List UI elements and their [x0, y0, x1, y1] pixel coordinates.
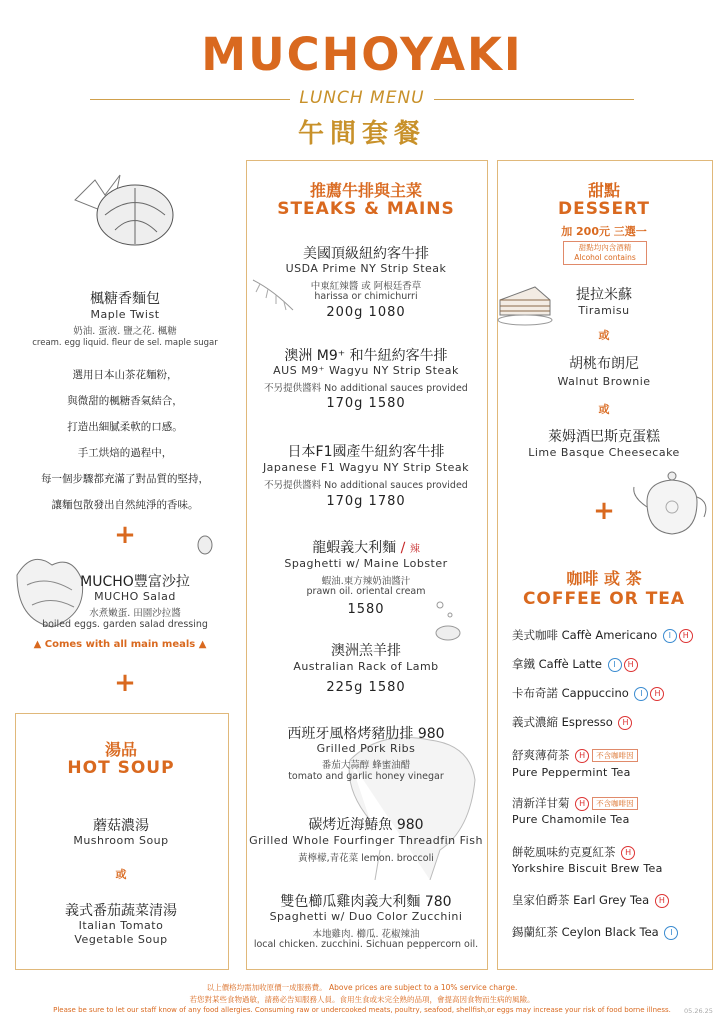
dessert-price-note: 加 200元 三選一 — [561, 225, 647, 238]
mains-title-en: STEAKS & MAINS — [277, 199, 455, 219]
salad-ingredients-zh: 水煮嫩蛋. 田園沙拉醬 — [89, 608, 181, 619]
mains-title-zh: 推薦牛排與主菜 — [309, 181, 422, 200]
spicy-label: 辣 — [409, 544, 420, 555]
dessert-item-zh: 提拉米蘇 — [576, 287, 632, 303]
bread-desc-line: 選用日本山茶花麵粉， — [72, 369, 178, 381]
main-item-price: 200g 1080 — [326, 305, 406, 320]
drink-name-zh: 卡布奇諾 — [512, 686, 558, 700]
salad-name-en: MUCHO Salad — [94, 590, 176, 603]
bread-illustration — [65, 160, 175, 250]
hot-icon: H — [650, 687, 664, 701]
bread-desc-line: 與微甜的楓糖香氣結合， — [67, 395, 183, 407]
main-item-en: Australian Rack of Lamb — [293, 660, 439, 673]
drink-item — [512, 844, 635, 860]
main-item-desc: 番茄大蒜醇 蜂蜜油醋 — [321, 760, 411, 771]
main-item-zh: 澳洲羔羊排 — [331, 643, 401, 659]
caffeine-free-tag: 不含咖啡因 — [592, 749, 638, 762]
bread-ingredients-en: cream. egg liquid. fleur de sel. maple sugar — [32, 338, 218, 348]
brand-title: MUCHOYAKI — [201, 28, 523, 81]
dessert-item-zh: 胡桃布朗尼 — [569, 356, 639, 372]
hot-icon: H — [679, 629, 693, 643]
bread-description — [20, 362, 230, 518]
main-item-zh: 雙色櫛瓜雞肉義大利麵 780 — [280, 894, 452, 910]
drink-name-en: Ceylon Black Tea — [561, 925, 659, 939]
main-item-en: Spaghetti w/ Duo Color Zucchini — [269, 910, 463, 923]
drinks-title-en: COFFEE OR TEA — [522, 589, 686, 609]
drink-name-zh: 清新洋甘菊 — [512, 796, 570, 810]
menu-title-en: LUNCH MENU — [299, 88, 425, 108]
drink-name-en: Pure Peppermint Tea — [512, 766, 631, 779]
footer-allergy-en: Please be sure to let our staff know of any food allergies. Consuming raw or undercooked meats, poultry, seafood, shellfish,or eggs may increase your risk of food borne illness. — [53, 1006, 671, 1014]
main-item-en: Japanese F1 Wagyu NY Strip Steak — [262, 461, 470, 474]
main-item-en: Grilled Pork Ribs — [316, 742, 416, 755]
salad-note: ▲ Comes with all main meals ▲ — [33, 639, 207, 650]
drink-name-zh: 餅乾風味約克夏紅茶 — [512, 845, 616, 859]
dessert-or: 或 — [598, 329, 610, 342]
drink-item — [512, 685, 664, 701]
dessert-item-en: Lime Basque Cheesecake — [528, 446, 680, 459]
main-item-en: Spaghetti w/ Maine Lobster — [284, 557, 448, 570]
drink-name-zh: 皇家伯爵茶 — [512, 893, 570, 907]
main-item-desc: 中東紅辣醬 或 阿根廷香草 — [310, 281, 422, 292]
soup-item-zh: 蘑菇濃湯 — [93, 818, 149, 834]
olive-icon — [190, 530, 220, 560]
drink-name-zh: 義式濃縮 — [512, 715, 558, 729]
hot-icon: H — [575, 749, 589, 763]
alcohol-note-en: Alcohol contains — [574, 253, 636, 262]
bread-desc-line: 打造出細膩柔軟的口感。 — [67, 421, 183, 433]
main-item-desc-en: tomato and garlic honey vinegar — [288, 771, 444, 782]
print-code: 05.26.25 — [684, 1007, 713, 1015]
soup-item-zh: 義式番茄蔬菜清湯 — [65, 903, 177, 919]
drink-name-en: Caffè Americano — [561, 628, 658, 642]
main-item-zh — [246, 537, 486, 557]
bread-name-zh: 楓糖香麵包 — [90, 291, 160, 307]
salad-name-zh: MUCHO豐富沙拉 — [80, 574, 190, 590]
soup-item-en: Italian Tomato — [78, 919, 164, 932]
dessert-title-en: DESSERT — [558, 199, 650, 219]
drink-item — [512, 714, 632, 730]
bread-desc-line: 讓麵包散發出自然純淨的香味。 — [51, 499, 199, 511]
dessert-item-zh: 萊姆酒巴斯克蛋糕 — [548, 429, 660, 445]
soup-item-en: Mushroom Soup — [73, 834, 169, 847]
drinks-title-zh: 咖啡 或 茶 — [566, 569, 642, 588]
soup-title-zh: 湯品 — [104, 740, 137, 759]
salad-ingredients-en: boiled eggs. garden salad dressing — [42, 619, 208, 630]
main-item-desc-en: local chicken. zucchini. Sichuan peppercorn oil. — [253, 939, 479, 950]
caffeine-free-tag: 不含咖啡因 — [592, 797, 638, 810]
iced-icon: I — [664, 926, 678, 940]
drink-item — [512, 892, 669, 908]
drink-name-en: Yorkshire Biscuit Brew Tea — [512, 862, 663, 875]
main-item-price: 1580 — [347, 602, 385, 617]
main-item-zh: 美國頂級紐約客牛排 — [303, 246, 429, 262]
main-item-desc: 不另提供醬料 No additional sauces provided — [264, 383, 468, 394]
drink-name-zh: 拿鐵 — [512, 657, 535, 671]
footer-allergy-zh: 若您對某些食物過敏，請務必告知服務人員。食用生食或未完全熟的品項，會提高因食物而生病的風險。 — [189, 995, 535, 1004]
main-item-en: AUS M9⁺ Wagyu NY Strip Steak — [273, 364, 459, 377]
dessert-or: 或 — [598, 403, 610, 416]
dessert-item-en: Walnut Brownie — [557, 375, 651, 388]
soup-item-en-line2: Vegetable Soup — [74, 933, 168, 946]
main-item-zh: 西班牙風格烤豬肋排 980 — [287, 726, 445, 742]
main-item-zh: 日本F1國產牛紐約客牛排 — [287, 444, 445, 460]
alcohol-badge — [563, 241, 647, 265]
drink-name-en: Caffè Latte — [538, 657, 602, 671]
drink-name-en: Espresso — [561, 715, 613, 729]
drink-item — [512, 627, 693, 643]
main-item-desc: 蝦油.東方辣奶油醬汁 — [321, 576, 411, 587]
soup-or: 或 — [115, 868, 127, 881]
main-item-zh: 碳烤近海鰆魚 980 — [308, 817, 424, 833]
hot-icon: H — [624, 658, 638, 672]
drink-item — [512, 747, 638, 763]
plus-sign: + — [593, 496, 615, 526]
drink-item — [512, 924, 678, 940]
main-item-name: 龍蝦義大利麵 — [312, 540, 397, 556]
main-item-en: Grilled Whole Fourfinger Threadfin Fish — [249, 834, 483, 847]
bread-desc-line: 每一個步驟都充滿了對品質的堅持， — [41, 473, 209, 485]
hot-icon: H — [575, 797, 589, 811]
bread-desc-line: 手工烘焙的過程中， — [77, 447, 173, 459]
main-item-zh: 澳洲 M9⁺ 和牛紐約客牛排 — [284, 348, 448, 364]
hot-icon: H — [618, 716, 632, 730]
main-item-desc-en: harissa or chimichurri — [314, 291, 418, 302]
main-item-desc: 不另提供醬料 No additional sauces provided — [264, 480, 468, 491]
plus-sign: + — [114, 520, 136, 550]
drink-name-zh: 錫蘭紅茶 — [512, 925, 558, 939]
iced-icon: I — [608, 658, 622, 672]
bread-ingredients-zh: 奶油. 蛋液. 鹽之花. 楓糖 — [73, 326, 177, 337]
footer-service-charge: 以上價格均需加收原價一成服務費。 Above prices are subject to a 10% service charge. — [206, 983, 518, 992]
soup-title-en: HOT SOUP — [67, 758, 175, 778]
plus-sign: + — [114, 668, 136, 698]
main-item-price: 170g 1780 — [326, 494, 406, 509]
hot-icon: H — [655, 894, 669, 908]
iced-icon: I — [634, 687, 648, 701]
main-item-price: 225g 1580 — [326, 680, 406, 695]
iced-icon: I — [663, 629, 677, 643]
main-item-price: 170g 1580 — [326, 396, 406, 411]
alcohol-note-zh: 甜點均內含酒精 — [578, 243, 632, 252]
main-item-desc: 黃檸檬,青花菜 lemon. broccoli — [298, 853, 434, 864]
drink-name-zh: 舒爽薄荷茶 — [512, 748, 570, 762]
drink-name-en: Earl Grey Tea — [573, 893, 650, 907]
drink-item — [512, 795, 638, 811]
hot-icon: H — [621, 846, 635, 860]
main-item-desc-en: prawn oil. oriental cream — [306, 586, 426, 597]
drink-name-en: Pure Chamomile Tea — [512, 813, 630, 826]
main-item-desc: 本地雞肉. 櫛瓜. 花椒辣油 — [312, 929, 420, 940]
drink-name-zh: 美式咖啡 — [512, 628, 558, 642]
chili-icon: ∕ — [400, 540, 406, 556]
drink-item — [512, 656, 638, 672]
bread-name-en: Maple Twist — [90, 308, 160, 321]
drink-name-en: Cappuccino — [561, 686, 629, 700]
dessert-item-en: Tiramisu — [578, 304, 630, 317]
dessert-title-zh: 甜點 — [587, 181, 620, 200]
menu-title-zh: 午間套餐 — [297, 119, 426, 149]
main-item-en: USDA Prime NY Strip Steak — [285, 262, 447, 275]
